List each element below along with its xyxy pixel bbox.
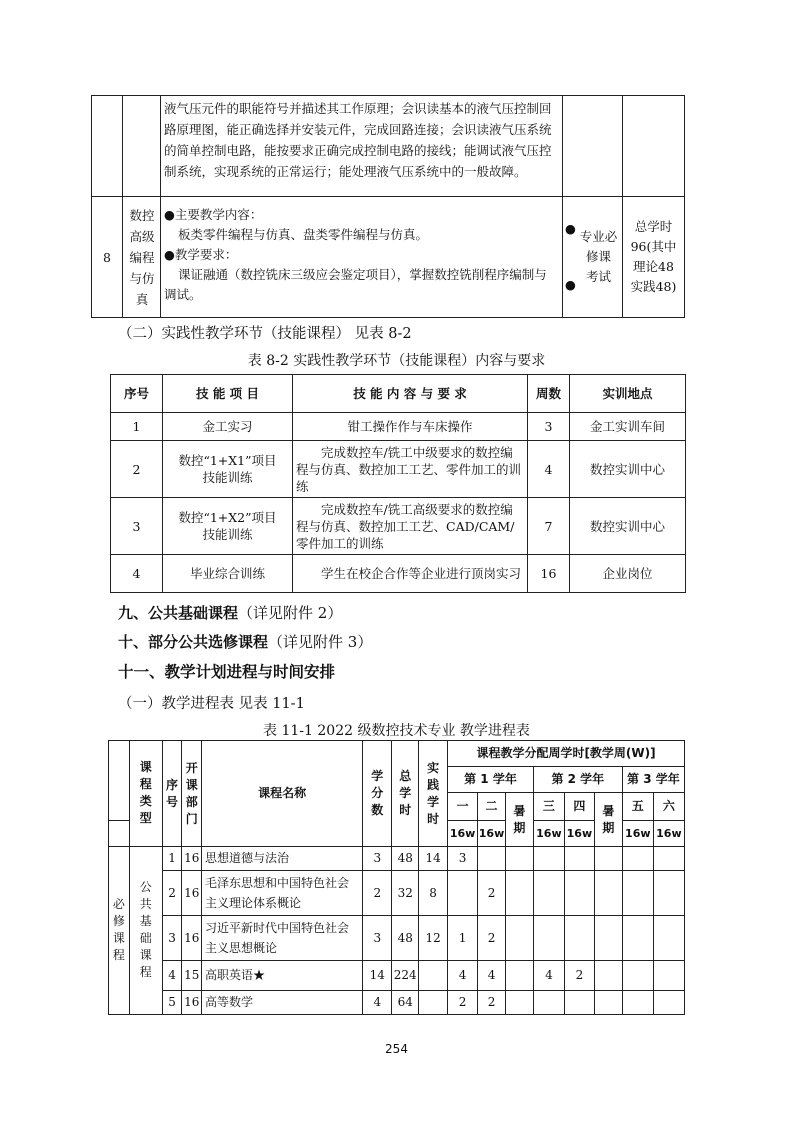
header-weeks-2: 16w [478, 821, 506, 847]
row-practice: 8 [419, 871, 448, 916]
row-term-2: 2 [478, 991, 506, 1015]
row-term-2: 4 [478, 961, 506, 991]
table-row [111, 441, 686, 498]
header-no [162, 741, 182, 847]
header-week-distribution: 课程教学分配周学时[教学周(W)] [448, 741, 685, 767]
row-no: 1 [162, 847, 182, 871]
table-row [111, 498, 686, 555]
cell-empty [109, 821, 130, 847]
table-11-1 [108, 740, 685, 1015]
table-row [109, 916, 685, 961]
row-term-4 [564, 871, 594, 916]
row-dept: 16 [182, 871, 202, 916]
bullet: ● [565, 221, 576, 236]
row-term-1 [448, 871, 478, 916]
section-11-title: 十一、教学计划进程与时间安排 [118, 663, 336, 681]
row-term-3 [533, 871, 564, 916]
skill-content: 钳工操作作与车床操作 [293, 413, 528, 441]
place: 企业岗位 [570, 555, 686, 593]
header-credit-text: 学分数 [371, 769, 384, 817]
page-number: 254 [385, 1042, 408, 1056]
row-term-5 [622, 991, 653, 1015]
row-credit: 4 [363, 991, 392, 1015]
place: 数控实训中心 [570, 441, 686, 498]
skill-content: 完成数控车/铣工高级要求的数控编程与仿真、数控加工工艺、CAD/CAM/零件加工的训练 [293, 498, 528, 555]
row-course-name: 思想道德与法治 [202, 847, 363, 871]
table-11-1-caption: 表 11-1 2022 级数控技术专业 教学进程表 [263, 723, 530, 739]
row-total: 224 [392, 961, 419, 991]
content-paragraph: 课证融通（数控铣床三级应会鉴定项目），掌握数控铣削程序编制与调试。 [164, 267, 547, 302]
section-10-note: （详见附件 3） [268, 633, 373, 651]
section-9 [118, 602, 342, 623]
cell-empty [123, 96, 161, 197]
course-name-text: 数控高级编程与仿真 [129, 207, 155, 307]
table-row [109, 961, 685, 991]
header-year-3: 第 3 学年 [622, 767, 684, 793]
section-10-title: 十、部分公共选修课程 [118, 633, 269, 651]
header-weeks-4: 16w [564, 821, 594, 847]
row-total: 32 [392, 871, 419, 916]
row-summer-1 [505, 916, 533, 961]
header-weeks-3: 16w [533, 821, 564, 847]
header-no: 序号 [111, 375, 163, 413]
content-heading: ●主要教学内容： [164, 207, 263, 222]
section-10 [118, 631, 372, 652]
row-no: 3 [162, 916, 182, 961]
row-no: 4 [162, 961, 182, 991]
row-term-6 [653, 991, 684, 1015]
row-term-1: 2 [448, 991, 478, 1015]
row-practice: 14 [419, 847, 448, 871]
row-term-4 [564, 916, 594, 961]
row-term-2 [478, 847, 506, 871]
row-practice: 12 [419, 916, 448, 961]
header-practice-hours-text: 实践学时 [427, 760, 440, 826]
header-summer-2-text: 暑期 [602, 803, 615, 835]
row-no: 2 [111, 441, 163, 498]
course-type: 专业必修课 [579, 229, 618, 264]
header-term-1: 一 [448, 793, 478, 821]
row-course-name: 高等数学 [202, 991, 363, 1015]
header-dept [182, 741, 202, 847]
header-total-hours-text: 总学时 [399, 769, 412, 817]
header-practice-hours [419, 741, 448, 847]
row-number: 8 [92, 197, 123, 318]
row-term-1: 4 [448, 961, 478, 991]
header-dept-text: 开课部门 [185, 760, 198, 826]
row-practice [419, 961, 448, 991]
row-total: 48 [392, 847, 419, 871]
row-term-6 [653, 871, 684, 916]
weeks: 3 [528, 413, 570, 441]
row-term-6 [653, 961, 684, 991]
header-course-name: 课程名称 [202, 741, 363, 847]
row-term-3: 4 [533, 961, 564, 991]
skill-item: 数控“1+X2”项目技能训练 [163, 498, 293, 555]
skill-item: 金工实习 [163, 413, 293, 441]
header-credit [363, 741, 392, 847]
row-summer-2 [594, 991, 622, 1015]
header-course-type-text: 课程类型 [139, 760, 152, 825]
row-term-1: 1 [448, 916, 478, 961]
table-row [111, 413, 686, 441]
header-weeks-5: 16w [622, 821, 653, 847]
row-no: 4 [111, 555, 163, 593]
header-no-text: 序号 [166, 777, 179, 809]
row-no: 5 [162, 991, 182, 1015]
row-course-name: 毛泽东思想和中国特色社会主义理论体系概论 [202, 871, 363, 916]
section-9-note: （详见附件 2） [238, 604, 343, 622]
category-required [109, 847, 130, 1015]
header-weeks: 周数 [528, 375, 570, 413]
row-summer-1 [505, 991, 533, 1015]
row-total: 48 [392, 916, 419, 961]
category-required-text: 必修课程 [112, 897, 125, 962]
row-summer-2 [594, 916, 622, 961]
bullet: ● [565, 277, 576, 292]
header-term-5: 五 [622, 793, 653, 821]
row-term-3 [533, 916, 564, 961]
row-term-3 [533, 991, 564, 1015]
table-8-2-caption: 表 8-2 实践性教学环节（技能课程）内容与要求 [247, 353, 546, 369]
table-row [109, 847, 685, 871]
header-total-hours [392, 741, 419, 847]
row-credit: 2 [363, 871, 392, 916]
row-term-5 [622, 961, 653, 991]
header-content: 技 能 内 容 与 要 求 [293, 375, 528, 413]
row-no: 3 [111, 498, 163, 555]
weeks: 7 [528, 498, 570, 555]
table-8-2 [110, 374, 686, 593]
row-term-3 [533, 847, 564, 871]
row-summer-2 [594, 961, 622, 991]
course-content-cell [161, 96, 563, 197]
table-row [109, 991, 685, 1015]
skill-item: 数控“1+X1”项目技能训练 [163, 441, 293, 498]
row-term-5 [622, 916, 653, 961]
weeks: 16 [528, 555, 570, 593]
header-summer-2 [594, 793, 622, 847]
row-no: 1 [111, 413, 163, 441]
course-table-continued [91, 95, 685, 318]
row-no: 2 [162, 871, 182, 916]
row-credit: 3 [363, 916, 392, 961]
row-term-4 [564, 847, 594, 871]
row-summer-1 [505, 871, 533, 916]
row-credit: 14 [363, 961, 392, 991]
course-hours: 总学时96(其中理论48实践48) [623, 197, 685, 318]
row-term-1: 3 [448, 847, 478, 871]
category-public-basic [129, 847, 162, 1015]
table-row [109, 871, 685, 916]
section-9-title: 九、公共基础课程 [118, 604, 239, 622]
weeks: 4 [528, 441, 570, 498]
row-course-name: 高职英语★ [202, 961, 363, 991]
course-name [123, 197, 161, 318]
header-year-2: 第 2 学年 [533, 767, 622, 793]
section-11-1: （一）教学进程表 见表 11-1 [118, 696, 305, 712]
header-summer-1 [505, 793, 533, 847]
cell-empty [109, 741, 130, 821]
header-weeks-6: 16w [653, 821, 684, 847]
row-term-4 [564, 991, 594, 1015]
row-summer-1 [505, 847, 533, 871]
header-place: 实训地点 [570, 375, 686, 413]
section-heading-practice: （二）实践性教学环节（技能课程） 见表 8-2 [118, 326, 412, 342]
row-term-6 [653, 847, 684, 871]
row-practice [419, 991, 448, 1015]
row-term-5 [622, 847, 653, 871]
place: 数控实训中心 [570, 498, 686, 555]
table-row [111, 555, 686, 593]
row-term-2: 2 [478, 871, 506, 916]
skill-content: 学生在校企合作等企业进行顶岗实习 [293, 555, 528, 593]
skill-content: 完成数控车/铣工中级要求的数控编程与仿真、数控加工工艺、零件加工的训练 [293, 441, 528, 498]
exam-type: 考试 [585, 269, 611, 284]
header-year-1: 第 1 学年 [448, 767, 534, 793]
header-term-2: 二 [478, 793, 506, 821]
course-type-cell [563, 197, 623, 318]
header-course-type [129, 741, 162, 847]
row-total: 64 [392, 991, 419, 1015]
row-dept: 16 [182, 916, 202, 961]
row-course-name: 习近平新时代中国特色社会主义思想概论 [202, 916, 363, 961]
content-paragraph: 板类零件编程与仿真、盘类零件编程与仿真。 [178, 227, 429, 242]
row-term-2: 2 [478, 916, 506, 961]
place: 金工实训车间 [570, 413, 686, 441]
row-summer-2 [594, 847, 622, 871]
content-heading: ●教学要求： [164, 247, 238, 262]
cell-empty [623, 96, 685, 197]
course-content-cell [161, 197, 563, 318]
row-dept: 16 [182, 991, 202, 1015]
header-term-6: 六 [653, 793, 684, 821]
row-term-6 [653, 916, 684, 961]
header-term-3: 三 [533, 793, 564, 821]
row-credit: 3 [363, 847, 392, 871]
row-term-5 [622, 871, 653, 916]
row-dept: 15 [182, 961, 202, 991]
category-public-basic-text: 公共基础课程 [139, 879, 152, 979]
cell-empty [563, 96, 623, 197]
cell-empty [92, 96, 123, 197]
row-term-4: 2 [564, 961, 594, 991]
header-weeks-1: 16w [448, 821, 478, 847]
row-summer-2 [594, 871, 622, 916]
row-dept: 16 [182, 847, 202, 871]
skill-item: 毕业综合训练 [163, 555, 293, 593]
course-content-text: 液气压元件的职能符号并描述其工作原理；会识读基本的液气压控制回路原理图，能正确选择并安装元件，完成回路连接；会识读液气压系统的简单控制电路，能按要求正确完成控制电路的接线；能调试液气压控制系统，实现系统的正常运行；能处理液气压系统中的一般故障。 [164, 101, 552, 179]
header-term-4: 四 [564, 793, 594, 821]
row-summer-1 [505, 961, 533, 991]
header-summer-1-text: 暑期 [513, 803, 526, 835]
header-item: 技 能 项 目 [163, 375, 293, 413]
